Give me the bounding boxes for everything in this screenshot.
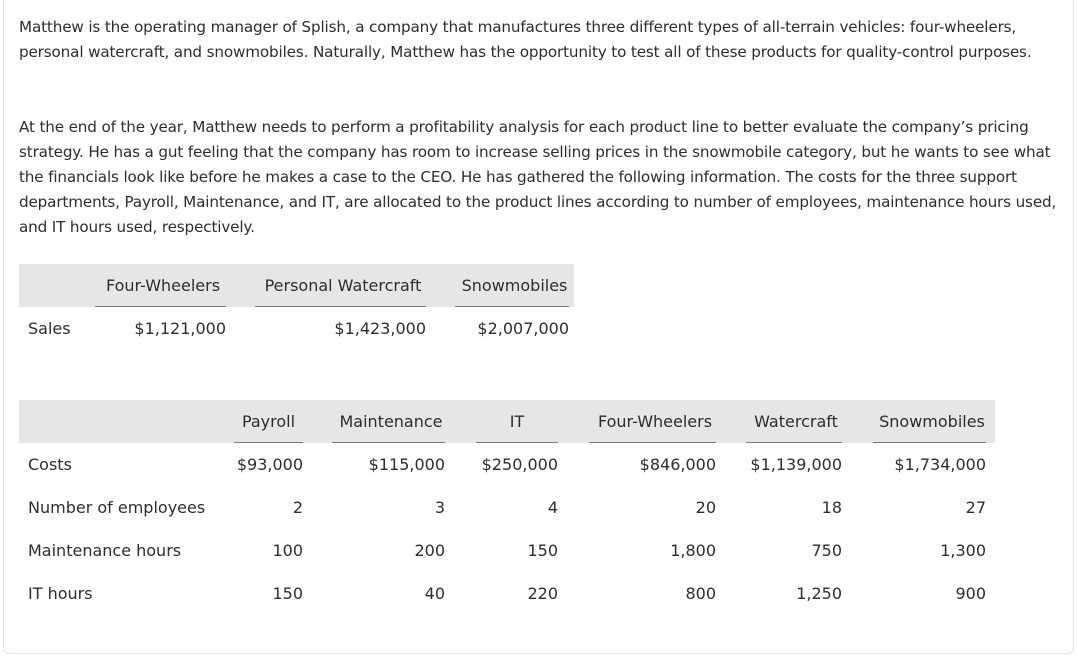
intro-paragraph: Matthew is the operating manager of Splish, a company that manufactures three different types of all-terrain vehicles: four-wheelers, personal watercraft, and snowmobiles. Naturally, Matthew has the opportunity to test all of these products for quality-control purposes.: [19, 18, 1032, 61]
sales-four-wheelers: $1,121,000: [134, 319, 226, 338]
cost-cell: 1,250: [796, 584, 842, 603]
cost-cell: 750: [811, 541, 842, 560]
cost-cell: 4: [547, 498, 558, 517]
cost-header-four-wheelers: Four-Wheelers: [597, 412, 713, 431]
cost-cell: 1,800: [670, 541, 716, 560]
cost-cell: $1,734,000: [894, 455, 986, 474]
cost-header-snowmobiles: Snowmobiles: [879, 412, 985, 431]
cost-cell: 2: [292, 498, 303, 517]
sales-header-personal-watercraft: Personal Watercraft: [264, 276, 422, 295]
cost-header-maintenance: Maintenance: [339, 412, 443, 431]
cost-cell: 1,300: [940, 541, 986, 560]
cost-cell: $115,000: [368, 455, 445, 474]
cost-cell: 200: [414, 541, 445, 560]
cost-row-label: Number of employees: [28, 498, 206, 517]
context-paragraph: At the end of the year, Matthew needs to perform a profitability analysis for each product line to better evaluate the company’s pricing strategy. He has a gut feeling that the company has room to increase selling prices in the snowmobile category, but he wants to see what the financials look like before he makes a case to the CEO. He has gathered the following information. The costs for the three support departments, Payroll, Maintenance, and IT, are allocated to the product lines according to number of employees, maintenance hours used, and IT hours used, respectively.: [19, 118, 1057, 236]
cost-cell: 900: [955, 584, 986, 603]
cost-cell: 20: [695, 498, 716, 517]
cost-cell: 800: [685, 584, 716, 603]
cost-header-it: IT: [509, 412, 525, 431]
sales-snowmobiles: $2,007,000: [477, 319, 569, 338]
cost-header-payroll: Payroll: [241, 412, 296, 431]
cost-cell: $1,139,000: [750, 455, 842, 474]
cost-cell: $846,000: [639, 455, 716, 474]
cost-cell: $250,000: [481, 455, 558, 474]
cost-row-label: Maintenance hours: [28, 541, 182, 560]
cost-header-watercraft: Watercraft: [754, 412, 838, 431]
cost-cell: 150: [272, 584, 303, 603]
cost-cell: 220: [527, 584, 558, 603]
cost-cell: 150: [527, 541, 558, 560]
cost-cell: 100: [272, 541, 303, 560]
sales-header-four-wheelers: Four-Wheelers: [105, 276, 221, 295]
cost-cell: 18: [821, 498, 842, 517]
cost-cell: 3: [434, 498, 445, 517]
cost-row-label: Costs: [28, 455, 72, 474]
cost-cell: $93,000: [236, 455, 303, 474]
cost-cell: 40: [424, 584, 445, 603]
cost-row-label: IT hours: [28, 584, 93, 603]
sales-header-snowmobiles: Snowmobiles: [461, 276, 568, 295]
sales-row-label: Sales: [28, 319, 71, 338]
cost-cell: 27: [965, 498, 986, 517]
sales-personal-watercraft: $1,423,000: [334, 319, 426, 338]
